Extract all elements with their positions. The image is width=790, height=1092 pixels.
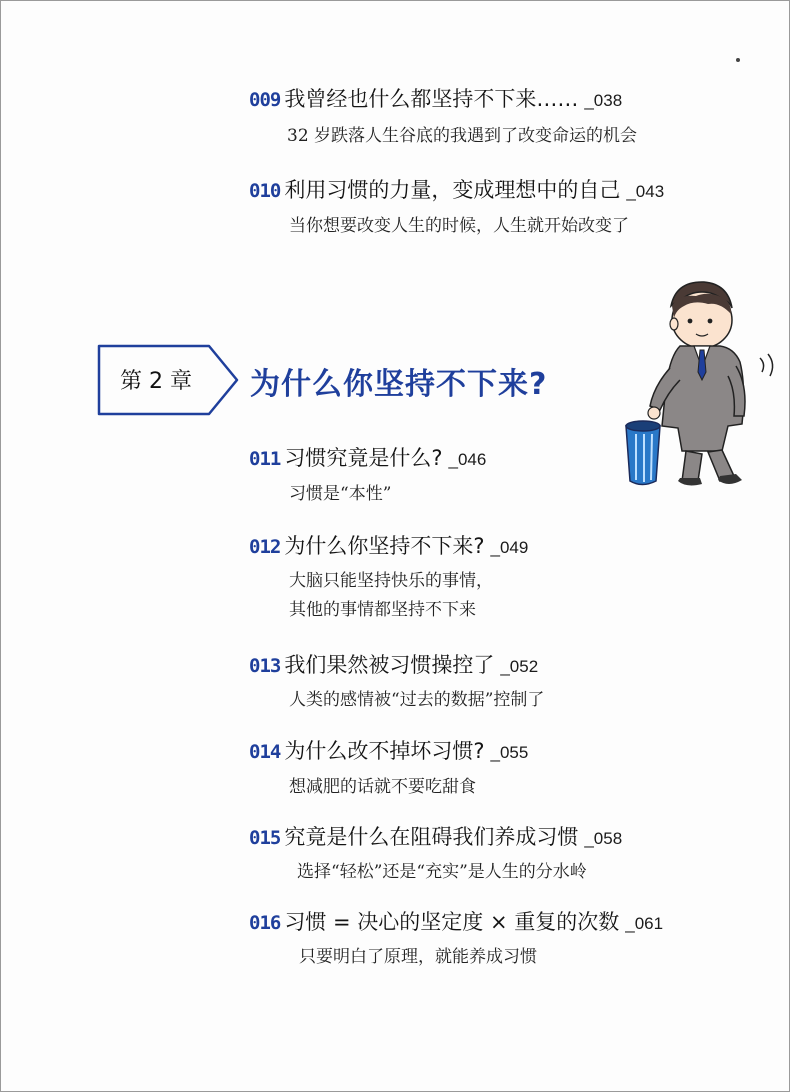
- entry-subtitle: 大脑只能坚持快乐的事情，: [289, 571, 493, 591]
- toc-entry-016[interactable]: [249, 906, 663, 936]
- entry-number: 010: [249, 180, 281, 202]
- entry-title: 我们果然被习惯操控了: [284, 653, 495, 677]
- toc-entry-013[interactable]: [249, 649, 538, 679]
- entry-subtitle: 其他的事情都坚持不下来: [289, 600, 476, 620]
- page-speck: [736, 58, 740, 62]
- entry-page: _055: [490, 743, 529, 762]
- chapter-badge: [97, 344, 247, 422]
- toc-entry-009[interactable]: [249, 83, 622, 113]
- entry-subtitle: 当你想要改变人生的时候，人生就开始改变了: [289, 216, 629, 236]
- toc-entry-014[interactable]: [249, 735, 528, 765]
- entry-page: _052: [500, 657, 539, 676]
- entry-title: 利用习惯的力量，变成理想中的自己: [284, 178, 621, 202]
- entry-title: 习惯究竟是什么?: [284, 446, 443, 470]
- man-throwing-trash-icon: [616, 276, 781, 491]
- entry-subtitle: 人类的感情被“过去的数据”控制了: [289, 690, 545, 710]
- entry-page: _061: [625, 914, 664, 933]
- entry-page: _046: [448, 450, 487, 469]
- entry-number: 015: [249, 827, 281, 849]
- entry-page: _038: [584, 91, 623, 110]
- entry-number: 009: [249, 89, 281, 111]
- entry-title: 为什么你坚持不下来?: [284, 534, 485, 558]
- entry-subtitle: 习惯是“本性”: [289, 484, 392, 504]
- entry-title: 我曾经也什么都坚持不下来……: [284, 87, 579, 111]
- toc-entry-012[interactable]: [249, 530, 528, 560]
- entry-title: 习惯 = 决心的坚定度 × 重复的次数: [284, 910, 620, 934]
- toc-entry-011[interactable]: [249, 442, 486, 472]
- chapter-title: 为什么你坚持不下来?: [250, 367, 548, 402]
- entry-number: 016: [249, 912, 281, 934]
- entry-page: _058: [584, 829, 623, 848]
- entry-number: 014: [249, 741, 281, 763]
- entry-subtitle: 想减肥的话就不要吃甜食: [289, 777, 476, 797]
- toc-entry-015[interactable]: [249, 821, 622, 851]
- entry-title: 究竟是什么在阻碍我们养成习惯: [284, 825, 579, 849]
- entry-page: _043: [626, 182, 665, 201]
- entry-page: _049: [490, 538, 529, 557]
- toc-entry-010[interactable]: [249, 174, 664, 204]
- chapter-label: 第 2 章: [120, 368, 192, 394]
- entry-subtitle: 选择“轻松”还是“充实”是人生的分水岭: [297, 862, 587, 882]
- entry-number: 011: [249, 448, 281, 470]
- entry-number: 012: [249, 536, 281, 558]
- entry-title: 为什么改不掉坏习惯?: [284, 739, 485, 763]
- entry-subtitle: 32 岁跌落人生谷底的我遇到了改变命运的机会: [287, 126, 638, 146]
- entry-subtitle: 只要明白了原理，就能养成习惯: [299, 947, 537, 967]
- entry-number: 013: [249, 655, 281, 677]
